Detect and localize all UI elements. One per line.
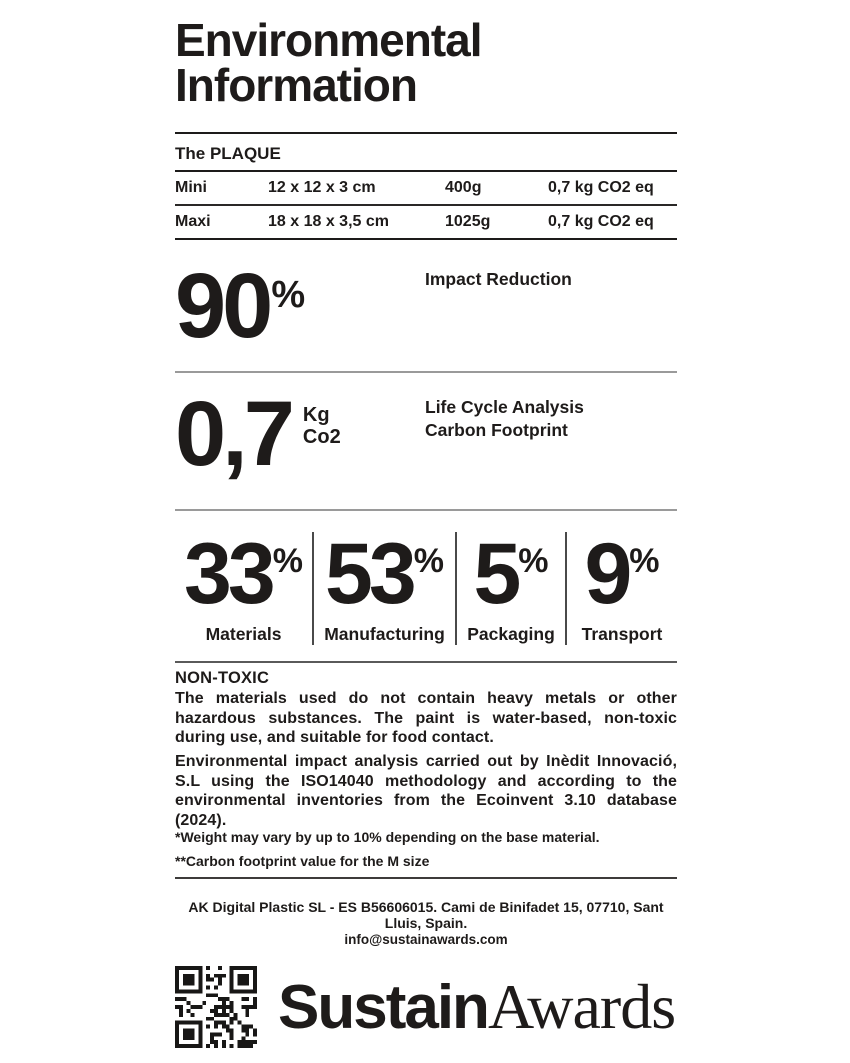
impact-reduction-value: 90 [175,255,270,357]
carbon-footprint-label: Life Cycle Analysis Carbon Footprint [425,397,584,440]
table-row [175,206,677,240]
percent-sign: % [629,542,660,580]
company-address: AK Digital Plastic SL - ES B56606015. Cami de Binifadet 15, 07710, Sant Lluis, Spain. [188,899,664,931]
cell-dimensions: 18 x 18 x 3,5 cm [268,213,389,230]
analysis-paragraph: Environmental impact analysis carried out by Inèdit Innovació, S.L using the ISO14040 methodology and according to the environmental inventories from the Ecoinvent 3.10 database (2024). [175,753,677,829]
percent-sign: % [271,274,306,316]
page-title [175,14,677,111]
transport-value: 9 [584,526,629,622]
breakdown-manufacturing [312,526,455,645]
footer-divider [175,877,677,879]
cell-footprint: 0,7 kg CO2 eq [548,213,654,230]
weight-disclaimer-note: *Weight may vary by up to 10% depending on the base material. [175,829,600,845]
breakdown-materials [175,526,312,645]
section-divider [175,371,677,373]
nontoxic-heading: NON-TOXIC [175,669,270,687]
percent-sign: % [518,542,549,580]
brand-logo [278,966,675,1048]
brand-logo-awards: Awards [487,971,676,1042]
section-divider [175,661,677,663]
materials-label: Materials [205,624,282,644]
qr-code [175,966,257,1048]
cell-footprint: 0,7 kg CO2 eq [548,179,654,196]
percent-sign: % [413,542,444,580]
nontoxic-paragraph: The materials used do not contain heavy metals or other hazardous substances. The paint is water-based, non-toxic during use, and suitable for food contact. [175,690,677,746]
percent-sign: % [272,542,303,580]
manufacturing-value: 53 [325,526,413,622]
cell-variant: Maxi [175,213,211,230]
spec-table [175,170,677,240]
breakdown-packaging [455,526,565,645]
brand-logo-sustain: Sustain [278,972,488,1042]
cell-weight: 400g [445,179,482,196]
carbon-footprint-value: 0,7 [175,383,291,485]
transport-label: Transport [581,624,663,644]
contact-email: info@sustainawards.com [344,932,508,947]
packaging-label: Packaging [467,624,555,644]
manufacturing-label: Manufacturing [324,624,445,644]
packaging-value: 5 [473,526,518,622]
carbon-footprint-unit: Kg Co2 [302,404,341,448]
page-title-line1: Environmental [175,14,482,66]
carbon-footprint-metric [175,383,677,498]
section-divider [175,509,677,511]
footprint-disclaimer-note: **Carbon footprint value for the M size [175,853,430,869]
cell-dimensions: 12 x 12 x 3 cm [268,179,376,196]
impact-reduction-label: Impact Reduction [425,269,572,289]
cell-weight: 1025g [445,213,491,230]
breakdown-transport [565,526,677,645]
impact-breakdown [175,526,677,645]
title-divider [175,132,677,134]
table-row [175,172,677,206]
page-title-line2: Information [175,59,417,111]
materials-value: 33 [184,526,272,622]
impact-reduction-metric [175,255,677,370]
cell-variant: Mini [175,179,207,196]
product-name-heading: The PLAQUE [175,144,281,163]
